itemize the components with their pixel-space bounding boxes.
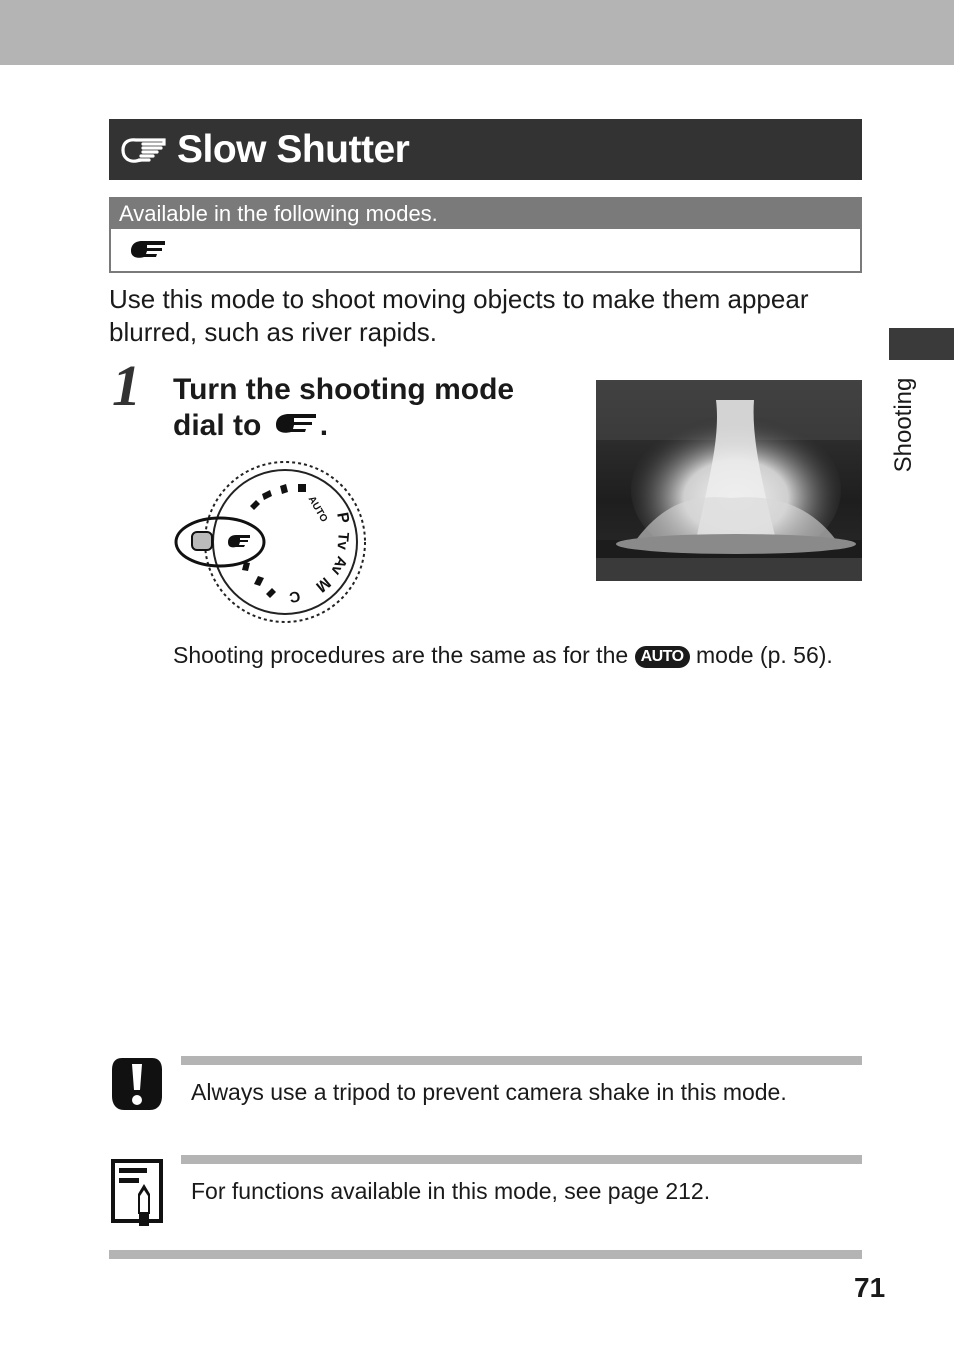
procedure-note: [173, 640, 853, 671]
slow-shutter-icon: [129, 237, 169, 263]
fountain-photo: [596, 380, 862, 581]
chapter-tab-marker: [889, 328, 954, 360]
available-modes-box: [109, 197, 862, 273]
top-band: [0, 0, 954, 65]
caution-rule: [181, 1056, 862, 1065]
procedure-text-before: Shooting procedures are the same as for the: [173, 642, 629, 668]
auto-mode-badge: AUTO: [635, 646, 690, 668]
intro-paragraph: Use this mode to shoot moving objects to make them appear blurred, such as river rapids.: [109, 284, 809, 347]
slow-shutter-icon: [119, 133, 171, 167]
chapter-tab-label: Shooting: [890, 377, 917, 473]
slow-shutter-icon: [274, 410, 320, 438]
dial-label-auto: AUTO: [305, 494, 330, 525]
step-title-period: .: [319, 409, 329, 442]
dial-label-tv: Tv: [333, 531, 352, 551]
mode-dial-illustration: [170, 458, 380, 626]
step-title-text: Turn the shooting mode dial to: [173, 373, 515, 442]
page-title: Slow Shutter: [177, 127, 410, 171]
dial-label-av: Av: [327, 553, 351, 578]
available-modes-heading: Available in the following modes.: [111, 199, 860, 229]
memo-rule: [181, 1155, 862, 1164]
step-title: [173, 372, 573, 444]
page-number: 71: [854, 1272, 886, 1303]
dial-label-c: C: [287, 587, 302, 606]
dial-label-m: M: [312, 573, 334, 596]
memo-icon: [110, 1158, 164, 1228]
bottom-rule: [109, 1250, 862, 1259]
page-title-bar: [109, 119, 862, 180]
caution-icon: [110, 1056, 164, 1112]
dial-label-p: P: [333, 511, 352, 525]
memo-text: For functions available in this mode, see page 212.: [191, 1178, 711, 1204]
procedure-text-after: mode (p. 56).: [696, 642, 833, 668]
caution-text: Always use a tripod to prevent camera shake in this mode.: [191, 1079, 787, 1105]
step-number: 1: [112, 353, 141, 418]
